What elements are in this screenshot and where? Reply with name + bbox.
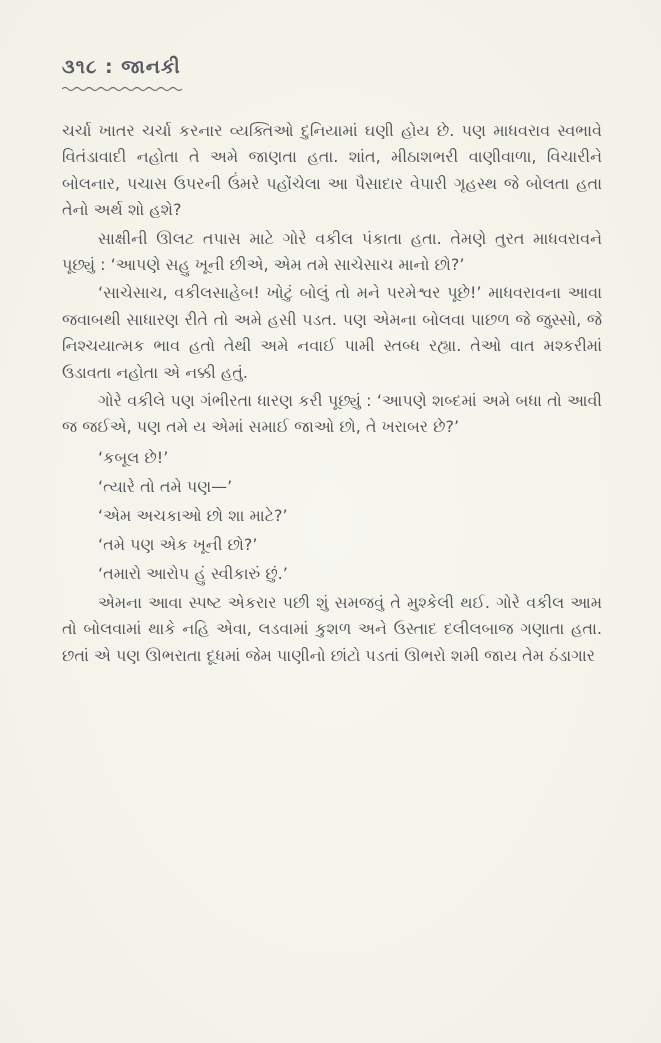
header-wavy-rule <box>62 86 184 92</box>
dialog-line: ‘તમે પણ એક ખૂની છો?’ <box>98 534 258 554</box>
paragraph: સાક્ષીની ઊલટ તપાસ માટે ગોરે વકીલ પંકાતા હતા. તેમણે તુરત માધવરાવને પૂછ્યું : ‘આપણે સહુ ખૂની છીએ, એમ તમે સાચેસાચ માનો છો?’ <box>62 228 602 275</box>
dialog-line: ‘તમારો આરોપ હું સ્વીકારું છું.’ <box>98 563 288 583</box>
dialog-line: ‘એમ અચકાઓ છો શા માટે?’ <box>98 505 288 525</box>
paragraph: એમના આવા સ્પષ્ટ એકરાર પછી શું સમજવું તે મુશ્કેલી થઈ. ગોરે વકીલ આમ તો બોલવામાં થાકે નહિ એવા, લડવામાં કુશળ અને ઉસ્તાદ દલીલબાજ ગણાતા હતા. છતાં એ પણ ઊભરાતા દૂધમાં જેમ પાણીનો છાંટો પડતાં ઊભરો શમી જાય તેમ ઠંડાગાર <box>62 592 602 665</box>
dialog-line: ‘કબૂલ છે!’ <box>98 447 169 467</box>
dialog-line: ‘ત્યારે તો તમે પણ—’ <box>98 476 233 496</box>
page-header: ૩૧૮ : જાનકી <box>62 56 181 78</box>
page-body <box>62 118 602 669</box>
paragraph: ‘સાચેસાચ, વકીલસાહેબ! ખોટું બોલું તો મને પરમેશ્વર પૂછે!’ માધવરાવના આવા જવાબથી સાધારણ રીતે તો અમે હસી પડત. પણ એમના બોલવા પાછળ જે જુસ્સો, જે નિશ્ચયાત્મક ભાવ હતો તેથી અમે નવાઈ પામી સ્તબ્ધ રહ્યા. તેઓ વાત મશ્કરીમાં ઉડાવતા નહોતા એ નક્કી હતું. <box>62 283 602 382</box>
paragraph: ચર્ચા ખાતર ચર્ચા કરનાર વ્યક્તિઓ દુનિયામાં ઘણી હોય છે. પણ માધવરાવ સ્વભાવે વિતંડાવાદી નહોતા તે અમે જાણતા હતા. શાંત, મીઠાશભરી વાણીવાળા, વિચારીને બોલનાર, પચાસ ઉપરની ઉંમરે પહોંચેલા આ પૈસાદાર વેપારી ગૃહસ્થ જે બોલતા હતા તેનો અર્થ શો હશે? <box>62 121 602 220</box>
paragraph: ગોરે વકીલે પણ ગંભીરતા ધારણ કરી પૂછ્યું : ‘આપણે શબ્દમાં અમે બધા તો આવી જ જઈએ, પણ તમે ય એમાં સમાઈ જાઓ છો, તે ખરાબર છે?’ <box>62 391 602 437</box>
